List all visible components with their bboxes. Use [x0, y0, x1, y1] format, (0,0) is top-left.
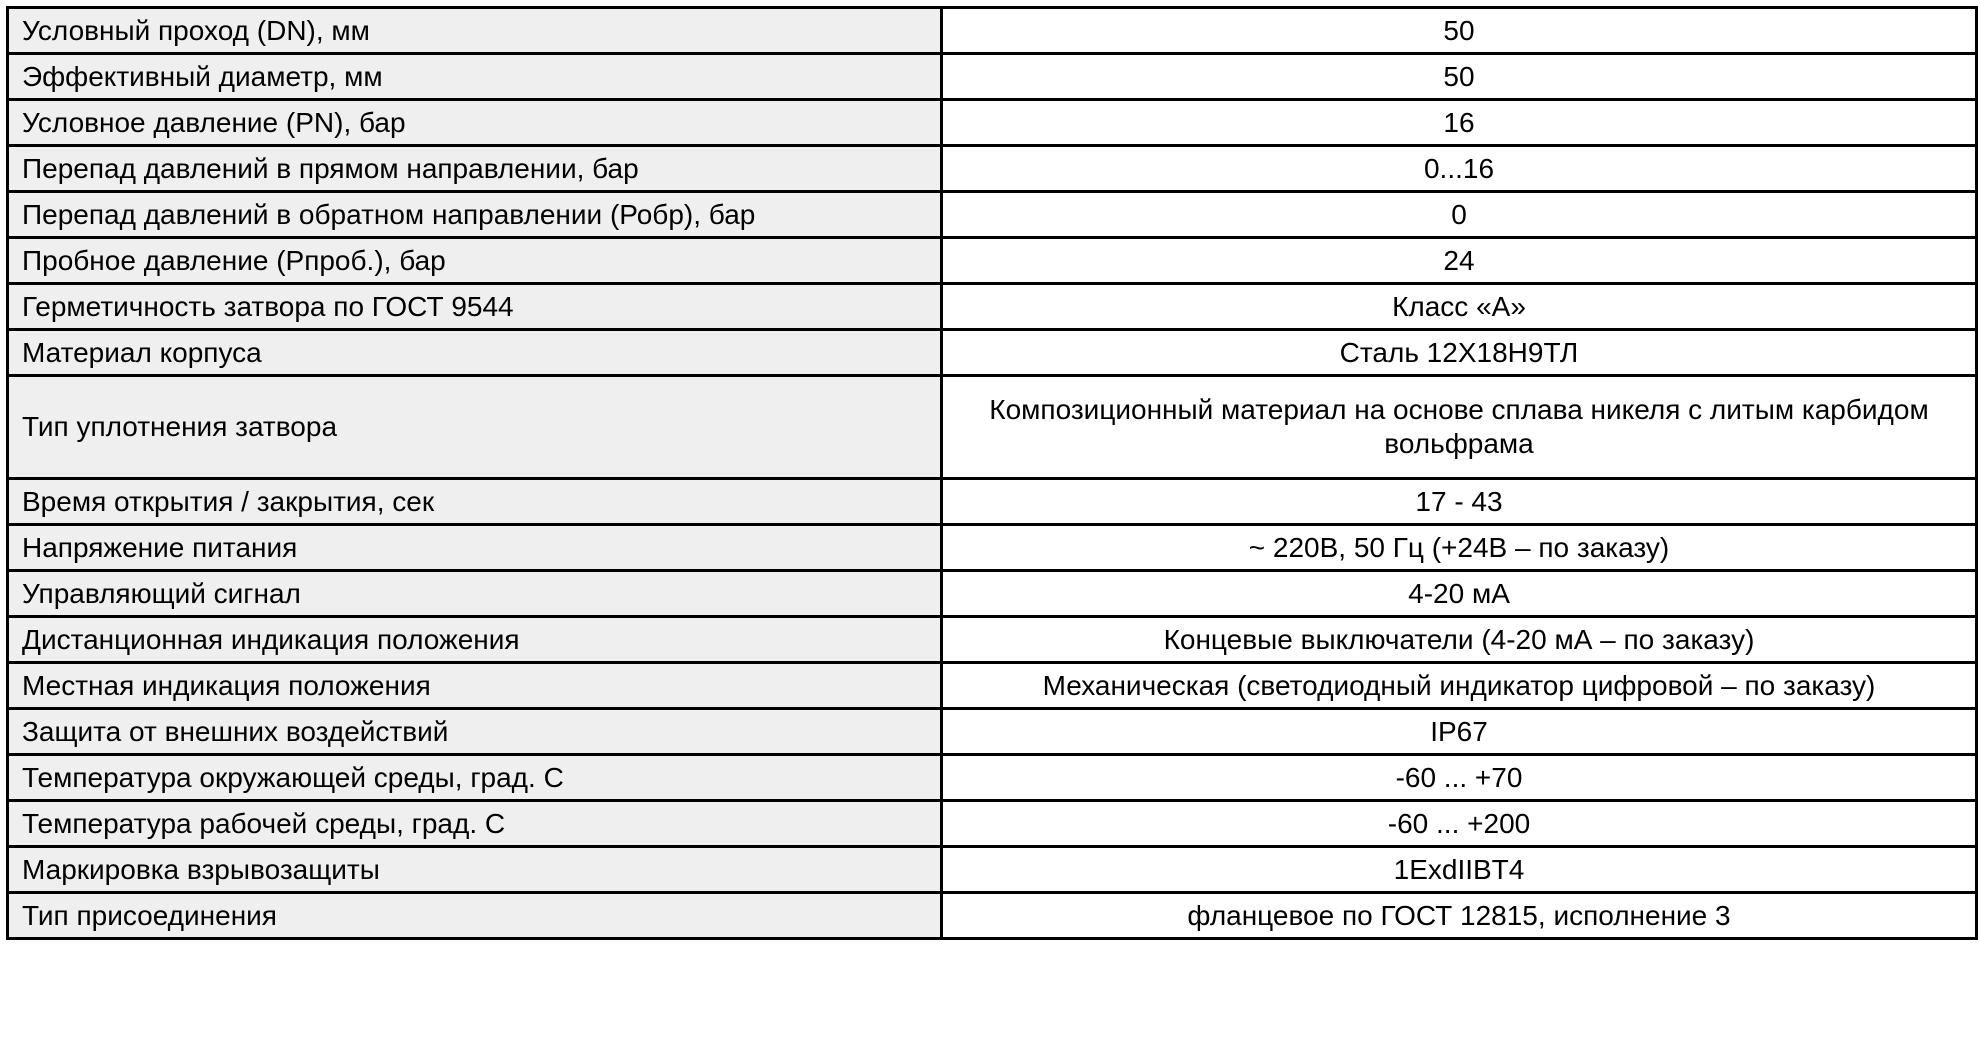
parameter-cell: Напряжение питания [8, 525, 942, 571]
table-row [8, 238, 1977, 284]
parameter-cell: Температура рабочей среды, град. С [8, 801, 942, 847]
value-cell: -60 ... +200 [942, 801, 1977, 847]
table-row [8, 284, 1977, 330]
value-cell: 4-20 мА [942, 571, 1977, 617]
parameter-cell: Время открытия / закрытия, сек [8, 479, 942, 525]
parameter-cell: Местная индикация положения [8, 663, 942, 709]
parameter-cell: Пробное давление (Рпроб.), бар [8, 238, 942, 284]
value-cell: Механическая (светодиодный индикатор цифровой – по заказу) [942, 663, 1977, 709]
table-row [8, 709, 1977, 755]
value-cell: Класс «А» [942, 284, 1977, 330]
table-row [8, 146, 1977, 192]
table-row [8, 617, 1977, 663]
parameter-cell: Условный проход (DN), мм [8, 8, 942, 54]
table-row [8, 8, 1977, 54]
parameter-cell: Перепад давлений в обратном направлении (Робр), бар [8, 192, 942, 238]
parameter-cell: Герметичность затвора по ГОСТ 9544 [8, 284, 942, 330]
value-cell: 0 [942, 192, 1977, 238]
value-cell: Концевые выключатели (4-20 мА – по заказу) [942, 617, 1977, 663]
table-row [8, 893, 1977, 939]
value-cell: 17 - 43 [942, 479, 1977, 525]
parameter-cell: Защита от внешних воздействий [8, 709, 942, 755]
table-row [8, 571, 1977, 617]
parameter-cell: Тип присоединения [8, 893, 942, 939]
value-cell: 50 [942, 54, 1977, 100]
value-cell: -60 ... +70 [942, 755, 1977, 801]
value-cell: 24 [942, 238, 1977, 284]
spec-table [6, 6, 1978, 940]
value-cell: 50 [942, 8, 1977, 54]
value-cell: Композиционный материал на основе сплава никеля с литым карбидом вольфрама [942, 376, 1977, 479]
parameter-cell: Дистанционная индикация положения [8, 617, 942, 663]
value-cell: ~ 220В, 50 Гц (+24В – по заказу) [942, 525, 1977, 571]
value-cell: Сталь 12Х18Н9ТЛ [942, 330, 1977, 376]
parameter-cell: Перепад давлений в прямом направлении, бар [8, 146, 942, 192]
value-cell: фланцевое по ГОСТ 12815, исполнение 3 [942, 893, 1977, 939]
parameter-cell: Эффективный диаметр, мм [8, 54, 942, 100]
table-row [8, 376, 1977, 479]
parameter-cell: Материал корпуса [8, 330, 942, 376]
table-row [8, 54, 1977, 100]
parameter-cell: Тип уплотнения затвора [8, 376, 942, 479]
table-row [8, 755, 1977, 801]
parameter-cell: Маркировка взрывозащиты [8, 847, 942, 893]
parameter-cell: Температура окружающей среды, град. С [8, 755, 942, 801]
table-row [8, 801, 1977, 847]
parameter-cell: Управляющий сигнал [8, 571, 942, 617]
value-cell: 0...16 [942, 146, 1977, 192]
table-row [8, 330, 1977, 376]
parameter-cell: Условное давление (PN), бар [8, 100, 942, 146]
value-cell: 1ExdIIBT4 [942, 847, 1977, 893]
value-cell: 16 [942, 100, 1977, 146]
table-row [8, 847, 1977, 893]
table-row [8, 192, 1977, 238]
table-row [8, 663, 1977, 709]
table-row [8, 100, 1977, 146]
table-row [8, 479, 1977, 525]
value-cell: IP67 [942, 709, 1977, 755]
table-row [8, 525, 1977, 571]
